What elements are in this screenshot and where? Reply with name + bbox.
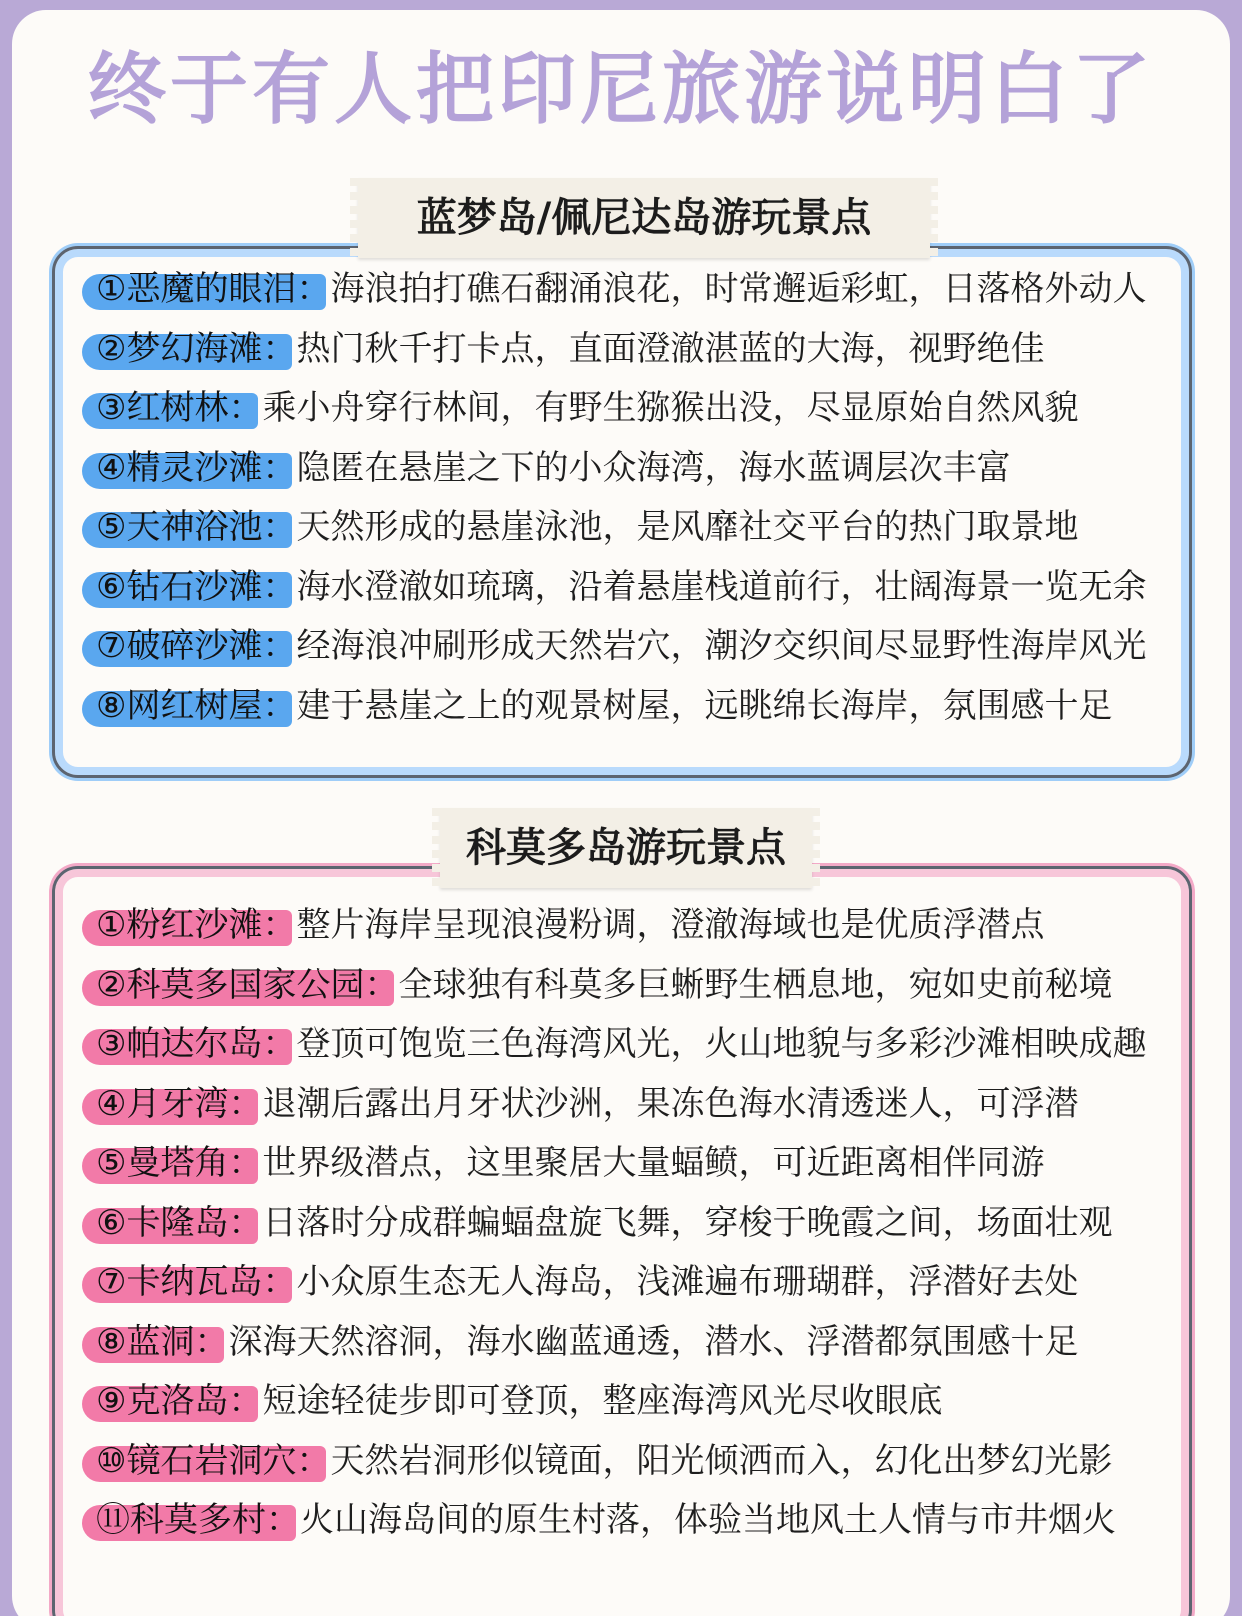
- item-description: 经海浪冲刷形成天然岩穴，潮汐交织间尽显野性海岸风光: [296, 626, 1147, 666]
- item-description: 日落时分成群蝙蝠盘旋飞舞，穿梭于晚霞之间，场面壮观: [262, 1202, 1113, 1243]
- item-label-text: ⑧蓝洞：: [96, 1321, 229, 1362]
- item-label-text: ②科莫多国家公园：: [96, 964, 399, 1005]
- item-label: [96, 1138, 262, 1188]
- item-label-text: ③帕达尔岛：: [96, 1024, 297, 1064]
- item-label-text: ⑧网红树屋：: [96, 685, 297, 726]
- item-label-text: ①恶魔的眼泪：: [96, 269, 331, 309]
- item-description: 天然形成的悬崖泳池，是风靡社交平台的热门取景地: [296, 507, 1079, 547]
- item-label-text: ②梦幻海滩：: [96, 328, 297, 369]
- item-label-text: ⑦卡纳瓦岛：: [96, 1262, 297, 1302]
- item-description: 世界级潜点，这里聚居大量蝠鲼，可近距离相伴同游: [262, 1143, 1045, 1183]
- item-description: 短途轻徒步即可登顶，整座海湾风光尽收眼底: [262, 1381, 943, 1421]
- section-komodo-heading: 科莫多岛游玩景点: [440, 808, 812, 888]
- item-description: 海浪拍打礁石翻涌浪花，时常邂逅彩虹，日落格外动人: [330, 269, 1147, 309]
- item-label-text: ⑥卡隆岛：: [96, 1202, 263, 1243]
- item-description: 乘小舟穿行林间，有野生猕猴出没，尽显原始自然风貌: [262, 388, 1079, 428]
- item-label-text: ④月牙湾：: [96, 1083, 263, 1124]
- item-label: [96, 621, 296, 671]
- item-description: 登顶可饱览三色海湾风光，火山地貌与多彩沙滩相映成趣: [296, 1024, 1147, 1064]
- item-label: [96, 383, 262, 433]
- item-description: 小众原生态无人海岛，浅滩遍布珊瑚群，浮潜好去处: [296, 1262, 1079, 1302]
- item-description: 天然岩洞形似镜面，阳光倾洒而入，幻化出梦幻光影: [330, 1440, 1113, 1481]
- item-label-text: ⑪科莫多村：: [96, 1500, 300, 1540]
- item-label: [96, 443, 296, 493]
- item-label: [96, 502, 296, 552]
- item-label: [96, 1495, 300, 1545]
- section-bali-heading: 蓝梦岛/佩尼达岛游玩景点: [358, 178, 930, 258]
- item-description: 火山海岛间的原生村落，体验当地风土人情与市井烟火: [300, 1500, 1116, 1540]
- item-description: 热门秋千打卡点，直面澄澈湛蓝的大海，视野绝佳: [296, 328, 1045, 369]
- item-description: 整片海岸呈现浪漫粉调，澄澈海域也是优质浮潜点: [296, 905, 1045, 945]
- page-title: 终于有人把印尼旅游说明白了: [87, 45, 1154, 135]
- item-label: [96, 1019, 296, 1069]
- item-label-text: ⑤天神浴池：: [96, 507, 297, 547]
- item-label: [96, 1376, 262, 1426]
- item-label-text: ⑨克洛岛：: [96, 1381, 263, 1421]
- item-label: [96, 900, 296, 950]
- item-label-text: ⑦破碎沙滩：: [96, 626, 297, 666]
- item-description: 深海天然溶洞，海水幽蓝通透，潜水、浮潜都氛围感十足: [228, 1321, 1079, 1362]
- item-label-text: ①粉红沙滩：: [96, 905, 297, 945]
- item-description: 隐匿在悬崖之下的小众海湾，海水蓝调层次丰富: [296, 447, 1011, 488]
- item-label: [96, 324, 296, 374]
- item-description: 建于悬崖之上的观景树屋，远眺绵长海岸，氛围感十足: [296, 685, 1113, 726]
- item-label: [96, 1436, 330, 1486]
- item-description: 退潮后露出月牙状沙洲，果冻色海水清透迷人，可浮潜: [262, 1083, 1079, 1124]
- item-label-text: ⑥钻石沙滩：: [96, 566, 297, 607]
- item-description: 全球独有科莫多巨蜥野生栖息地，宛如史前秘境: [398, 964, 1113, 1005]
- item-label: [96, 1257, 296, 1307]
- item-label-text: ⑩镜石岩洞穴：: [96, 1440, 331, 1481]
- item-description: 海水澄澈如琉璃，沿着悬崖栈道前行，壮阔海景一览无余: [296, 566, 1147, 607]
- item-label: [96, 264, 330, 314]
- item-label: [96, 1317, 228, 1367]
- item-label: [96, 960, 398, 1010]
- item-label-text: ④精灵沙滩：: [96, 447, 297, 488]
- item-label: [96, 1198, 262, 1248]
- item-label: [96, 681, 296, 731]
- item-label: [96, 562, 296, 612]
- item-label-text: ③红树林：: [96, 388, 263, 428]
- item-label-text: ⑤曼塔角：: [96, 1143, 263, 1183]
- item-label: [96, 1079, 262, 1129]
